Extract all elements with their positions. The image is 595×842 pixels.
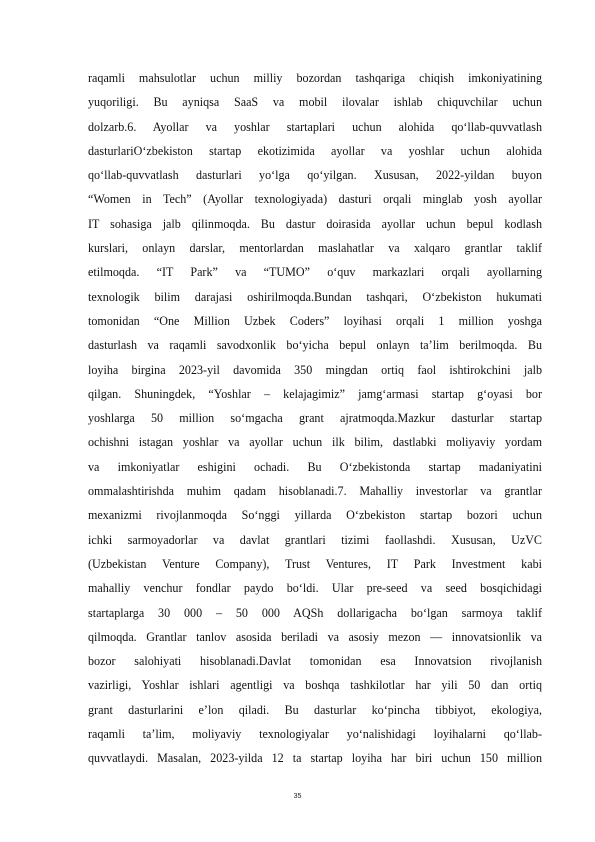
text-line: qilgan. Shuningdek, “Yoshlar – kelajagimiz” jamg‘armasi startap g‘oyasi bor [88, 386, 542, 401]
text-line: mahalliy venchur fondlar paydo bo‘ldi. Ular pre-seed va seed bosqichidagi [88, 581, 542, 596]
page-number: 35 [293, 793, 302, 800]
text-line: tomonidan “One Million Uzbek Coders” loyihasi orqali 1 million yoshga [88, 313, 542, 328]
text-line: va imkoniyatlar eshigini ochadi. Bu O‘zbekistonda startap madaniyatini [88, 459, 542, 474]
text-line: ichki sarmoyadorlar va davlat grantlari tizimi faollashdi. Xususan, UzVC [88, 532, 542, 547]
text-line: (Uzbekistan Venture Company), Trust Ventures, IT Park Investment kabi [88, 556, 542, 571]
text-line: etilmoqda. “IT Park” va “TUMO” o‘quv markazlari orqali ayollarning [88, 265, 542, 280]
text-line: vazirligi, Yoshlar ishlari agentligi va boshqa tashkilotlar har yili 50 dan ortiq [88, 678, 542, 693]
body-paragraph [88, 66, 542, 771]
text-line: ochishni istagan yoshlar va ayollar uchun ilk bilim, dastlabki moliyaviy yordam [88, 435, 542, 450]
text-line: raqamli ta’lim, moliyaviy texnologiyalar yo‘nalishidagi loyihalarni qo‘llab- [88, 727, 542, 742]
text-line: texnologik bilim darajasi oshirilmoqda.Bundan tashqari, O‘zbekiston hukumati [88, 289, 542, 304]
text-line: dolzarb.6. Ayollar va yoshlar startaplari uchun alohida qo‘llab-quvvatlash [88, 119, 542, 134]
text-line: grant dasturlarini e’lon qiladi. Bu dasturlar ko‘pincha tibbiyot, ekologiya, [88, 702, 542, 717]
text-line: loyiha birgina 2023-yil davomida 350 mingdan ortiq faol ishtirokchini jalb [88, 362, 542, 377]
text-line: dasturlariO‘zbekiston startap ekotizimida ayollar va yoshlar uchun alohida [88, 143, 542, 158]
text-line: “Women in Tech” (Ayollar texnologiyada) dasturi orqali minglab yosh ayollar [88, 192, 542, 207]
text-line: startaplarga 30 000 – 50 000 AQSh dollarigacha bo‘lgan sarmoya taklif [88, 605, 542, 620]
text-line: kurslari, onlayn darslar, mentorlardan maslahatlar va xalqaro grantlar taklif [88, 241, 542, 256]
text-line: yuqoriligi. Bu ayniqsa SaaS va mobil ilovalar ishlab chiquvchilar uchun [88, 95, 542, 110]
text-line: qo‘llab-quvvatlash dasturlari yo‘lga qo‘yilgan. Xususan, 2022-yildan buyon [88, 168, 542, 183]
text-line: bozor salohiyati hisoblanadi.Davlat tomonidan esa Innovatsion rivojlanish [88, 654, 542, 669]
text-line: yoshlarga 50 million so‘mgacha grant ajratmoqda.Mazkur dasturlar startap [88, 411, 542, 426]
text-line: dasturlash va raqamli savodxonlik bo‘yicha bepul onlayn ta’lim berilmoqda. Bu [88, 338, 542, 353]
text-line: quvvatlaydi. Masalan, 2023-yilda 12 ta startap loyiha har biri uchun 150 million [88, 751, 542, 766]
text-line: qilmoqda. Grantlar tanlov asosida beriladi va asosiy mezon — innovatsionlik va [88, 629, 542, 644]
text-line: mexanizmi rivojlanmoqda So‘nggi yillarda O‘zbekiston startap bozori uchun [88, 508, 542, 523]
text-line: IT sohasiga jalb qilinmoqda. Bu dastur doirasida ayollar uchun bepul kodlash [88, 216, 542, 231]
text-line: ommalashtirishda muhim qadam hisoblanadi.7. Mahalliy investorlar va grantlar [88, 484, 542, 499]
text-line: raqamli mahsulotlar uchun milliy bozordan tashqariga chiqish imkoniyatining [88, 71, 542, 85]
